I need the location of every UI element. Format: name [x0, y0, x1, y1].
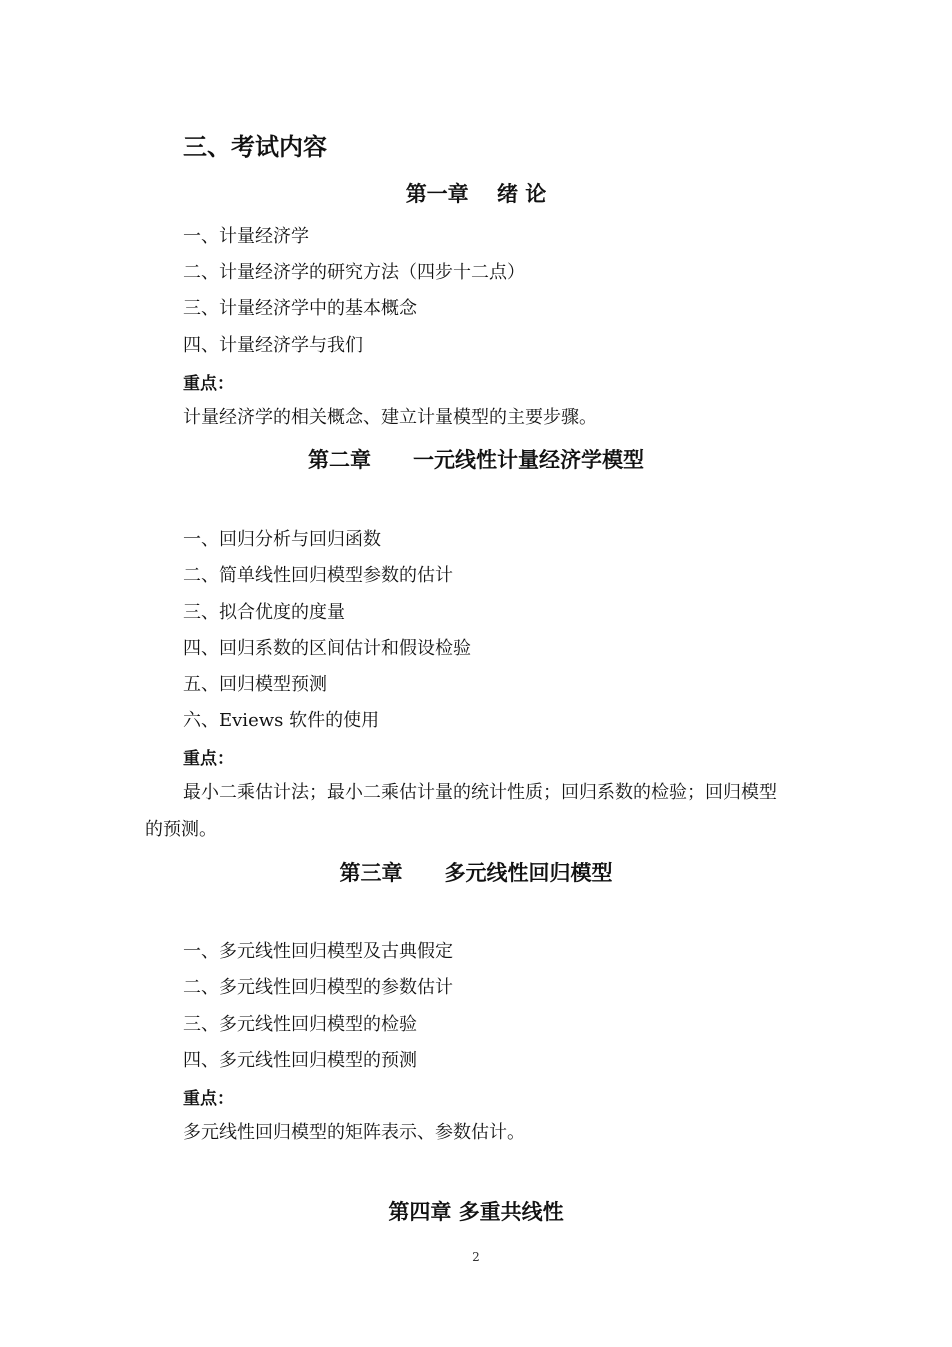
chapter-3-title: 第三章 多元线性回归模型	[339, 861, 613, 885]
chapter-3-item: 四、多元线性回归模型的预测	[183, 1050, 417, 1071]
chapter-3-item: 一、多元线性回归模型及古典假定	[183, 941, 453, 962]
chapter-2-item: 五、回归模型预测	[183, 674, 327, 695]
chapter-2-item: 二、简单线性回归模型参数的估计	[183, 565, 453, 586]
chapter-2-title: 第二章 一元线性计量经济学模型	[308, 448, 644, 472]
chapter-1-key-label: 重点：	[183, 374, 234, 394]
chapter-3-item: 三、多元线性回归模型的检验	[183, 1014, 417, 1035]
chapter-2-item: 四、回归系数的区间估计和假设检验	[183, 638, 471, 659]
chapter-1-item: 四、计量经济学与我们	[183, 335, 363, 356]
chapter-2-item: 三、拟合优度的度量	[183, 602, 345, 623]
chapter-2-key-label: 重点：	[183, 749, 234, 769]
chapter-3-key-text: 多元线性回归模型的矩阵表示、参数估计。	[183, 1122, 525, 1143]
chapter-1-item: 三、计量经济学中的基本概念	[183, 298, 417, 319]
chapter-2-item: 六、Eviews 软件的使用	[183, 710, 380, 731]
chapter-2-key-text-line2: 的预测。	[145, 819, 217, 840]
chapter-1-item: 一、计量经济学	[183, 226, 309, 247]
chapter-1-key-text: 计量经济学的相关概念、建立计量模型的主要步骤。	[183, 407, 597, 428]
section-title: 三、考试内容	[183, 133, 327, 161]
chapter-1-title: 第一章 绪 论	[405, 182, 547, 206]
chapter-2-item: 一、回归分析与回归函数	[183, 529, 381, 550]
chapter-2-key-text-line1: 最小二乘估计法；最小二乘估计量的统计性质；回归系数的检验；回归模型	[183, 782, 777, 803]
chapter-3-key-label: 重点：	[183, 1089, 234, 1109]
chapter-3-item: 二、多元线性回归模型的参数估计	[183, 977, 453, 998]
page-number: 2	[472, 1250, 480, 1264]
chapter-4-title: 第四章 多重共线性	[388, 1200, 564, 1224]
chapter-1-item: 二、计量经济学的研究方法（四步十二点）	[183, 262, 525, 283]
